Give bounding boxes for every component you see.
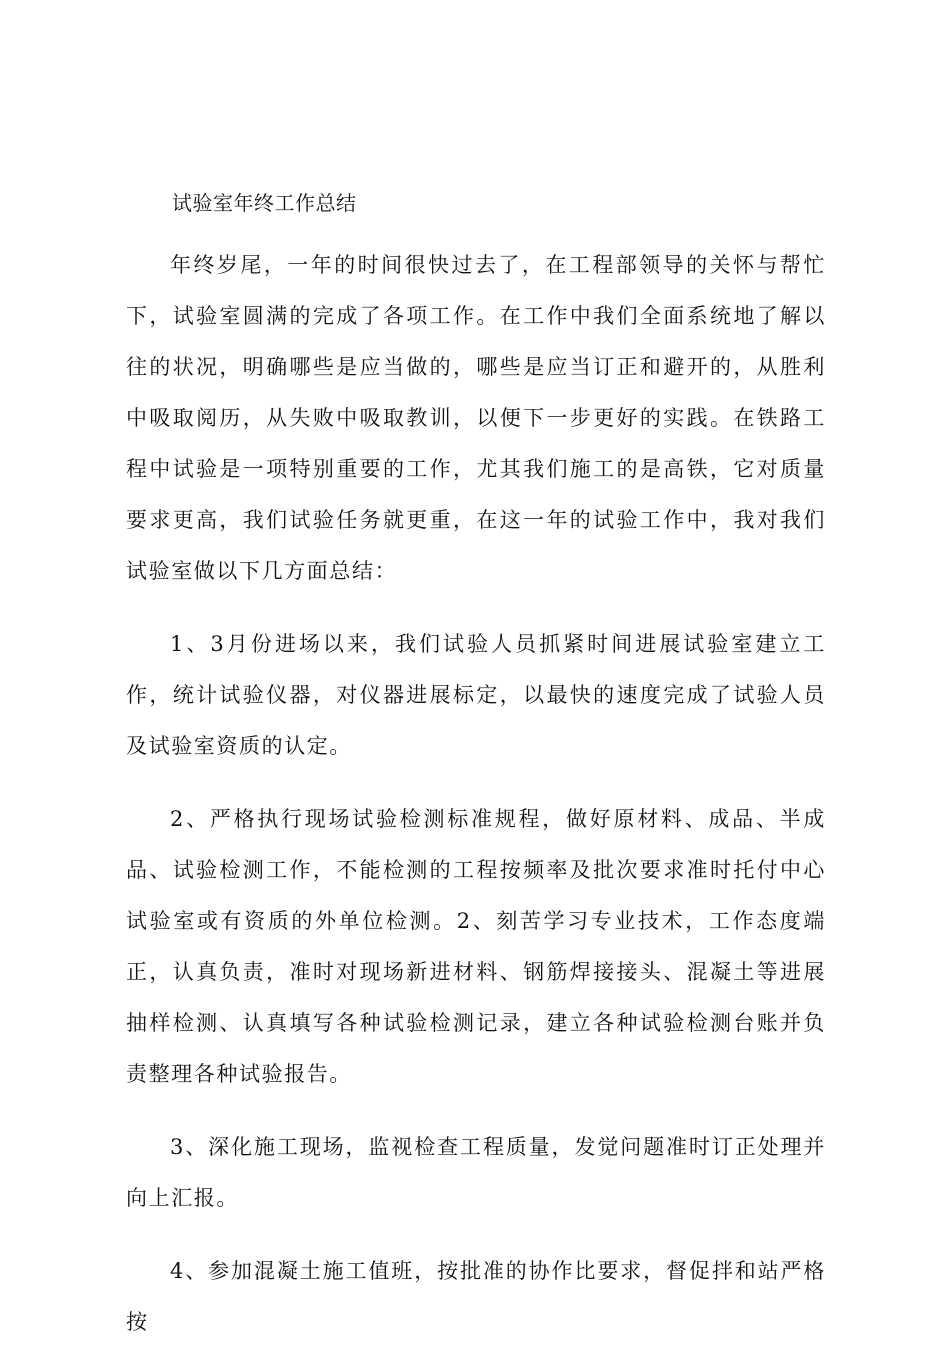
paragraph-item-3: 3、深化施工现场，监视检查工程质量，发觉问题准时订正处理并向上汇报。 [126,1135,826,1210]
paragraph-item-1: 1、3月份进场以来，我们试验人员抓紧时间进展试验室建立工作，统计试验仪器，对仪器进展标定，以最快的速度完成了试验人员及试验室资质的认定。 [126,632,826,758]
paragraph-item-4: 4、参加混凝土施工值班，按批准的协作比要求，督促拌和站严格按 [126,1259,826,1334]
document-title: 试验室年终工作总结 [172,191,357,215]
paragraph-intro: 年终岁尾，一年的时间很快过去了，在工程部领导的关怀与帮忙下，试验室圆满的完成了各项工作。在工作中我们全面系统地了解以往的状况，明确哪些是应当做的，哪些是应当订正和避开的，从胜利中吸取阅历，从失败中吸取教训，以便下一步更好的实践。在铁路工程中试验是一项特别重要的工作，尤其我们施工的是高铁，它对质量要求更高，我们试验任务就更重，在这一年的试验工作中，我对我们试验室做以下几方面总结： [126,253,826,583]
document-body [126,188,826,1370]
paragraph-item-2: 2、严格执行现场试验检测标准规程，做好原材料、成品、半成品、试验检测工作，不能检测的工程按频率及批次要求准时托付中心试验室或有资质的外单位检测。2、刻苦学习专业技术，工作态度端正，认真负责，准时对现场新进材料、钢筋焊接接头、混凝土等进展抽样检测、认真填写各种试验检测记录，建立各种试验检测台账并负责整理各种试验报告。 [126,807,826,1086]
